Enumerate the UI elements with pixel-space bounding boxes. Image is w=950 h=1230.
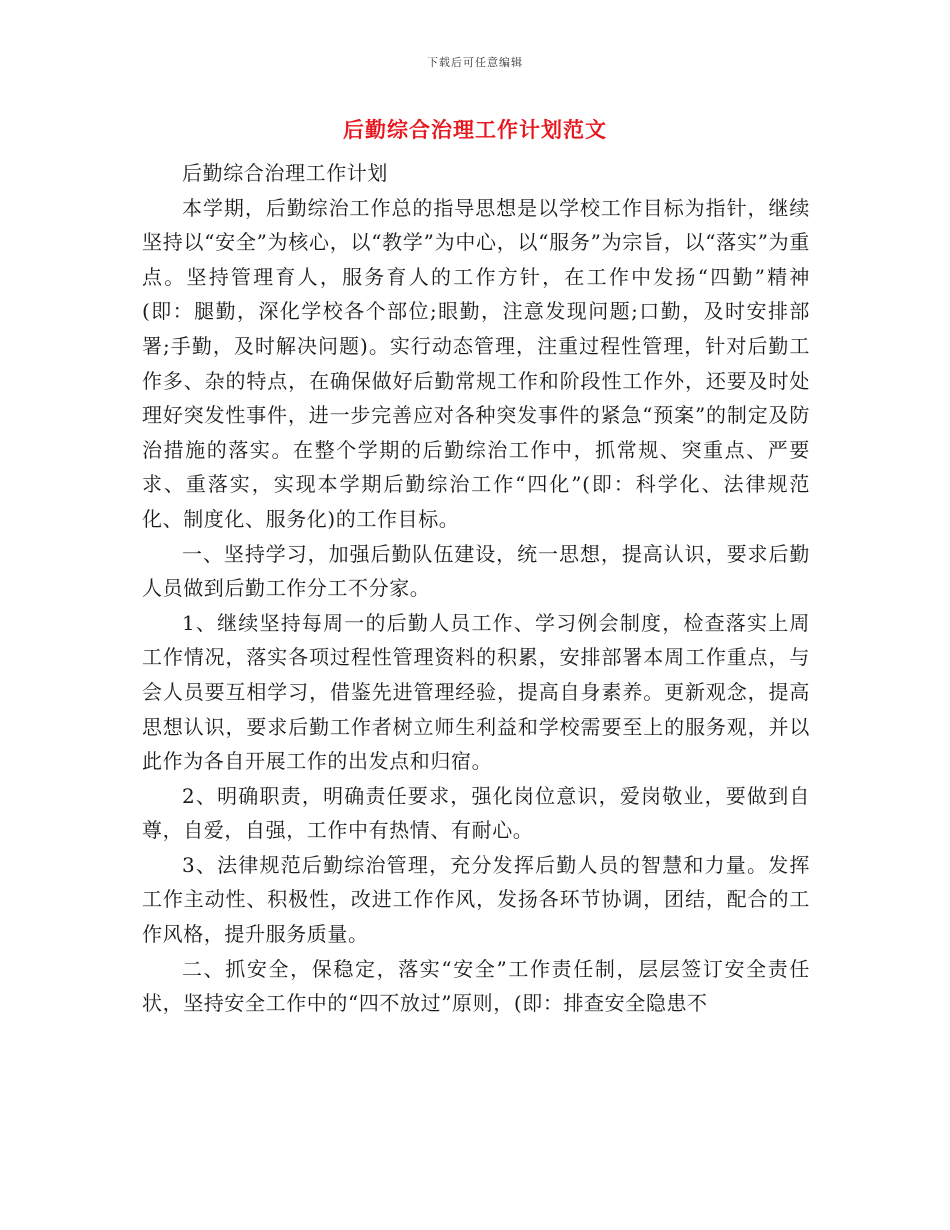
intro-paragraph: 本学期，后勤综治工作总的指导思想是以学校工作目标为指针，继续坚持以“安全”为核心，以“教学”为中心，以“服务”为宗旨，以“落实”为重点。坚持管理育人，服务育人的工作方针，在工作中发扬“四勤”精神(即：腿勤，深化学校各个部位;眼勤，注意发现问题;口勤，及时安排部署;手勤，及时解决问题)。实行动态管理，注重过程性管理，针对后勤工作多、杂的特点，在确保做好后勤常规工作和阶段性工作外，还要及时处理好突发性事件，进一步完善应对各种突发事件的紧急“预案”的制定及防治措施的落实。在整个学期的后勤综治工作中，抓常规、突重点、严要求、重落实，实现本学期后勤综治工作“四化”(即：科学化、法律规范化、制度化、服务化)的工作目标。: [142, 195, 810, 531]
document-title: 后勤综合治理工作计划范文: [343, 118, 607, 142]
section-two-paragraph: 二、抓安全，保稳定，落实“安全”工作责任制，层层签订安全责任状，坚持安全工作中的“四不放过”原则，(即：排查安全隐患不: [142, 956, 810, 1016]
document-body: [142, 156, 810, 1021]
subtitle-paragraph: 后勤综合治理工作计划: [182, 161, 388, 185]
section-one-heading: 一、坚持学习，加强后勤队伍建设，统一思想，提高认识，要求后勤人员做到后勤工作分工不分家。: [142, 541, 810, 601]
page-header-note: 下载后可任意编辑: [427, 56, 523, 69]
item-two-paragraph: 2、明确职责，明确责任要求，强化岗位意识，爱岗敬业，要做到自尊，自爱，自强，工作中有热情、有耐心。: [142, 783, 810, 843]
item-one-paragraph: 1、继续坚持每周一的后勤人员工作、学习例会制度，检查落实上周工作情况，落实各项过程性管理资料的积累，安排部署本周工作重点，与会人员要互相学习，借鉴先进管理经验，提高自身素养。更新观念，提高思想认识，要求后勤工作者树立师生利益和学校需要至上的服务观，并以此作为各自开展工作的出发点和归宿。: [142, 610, 810, 774]
item-three-paragraph: 3、法律规范后勤综治管理，充分发挥后勤人员的智慧和力量。发挥工作主动性、积极性，改进工作作风，发扬各环节协调，团结，配合的工作风格，提升服务质量。: [142, 852, 810, 947]
